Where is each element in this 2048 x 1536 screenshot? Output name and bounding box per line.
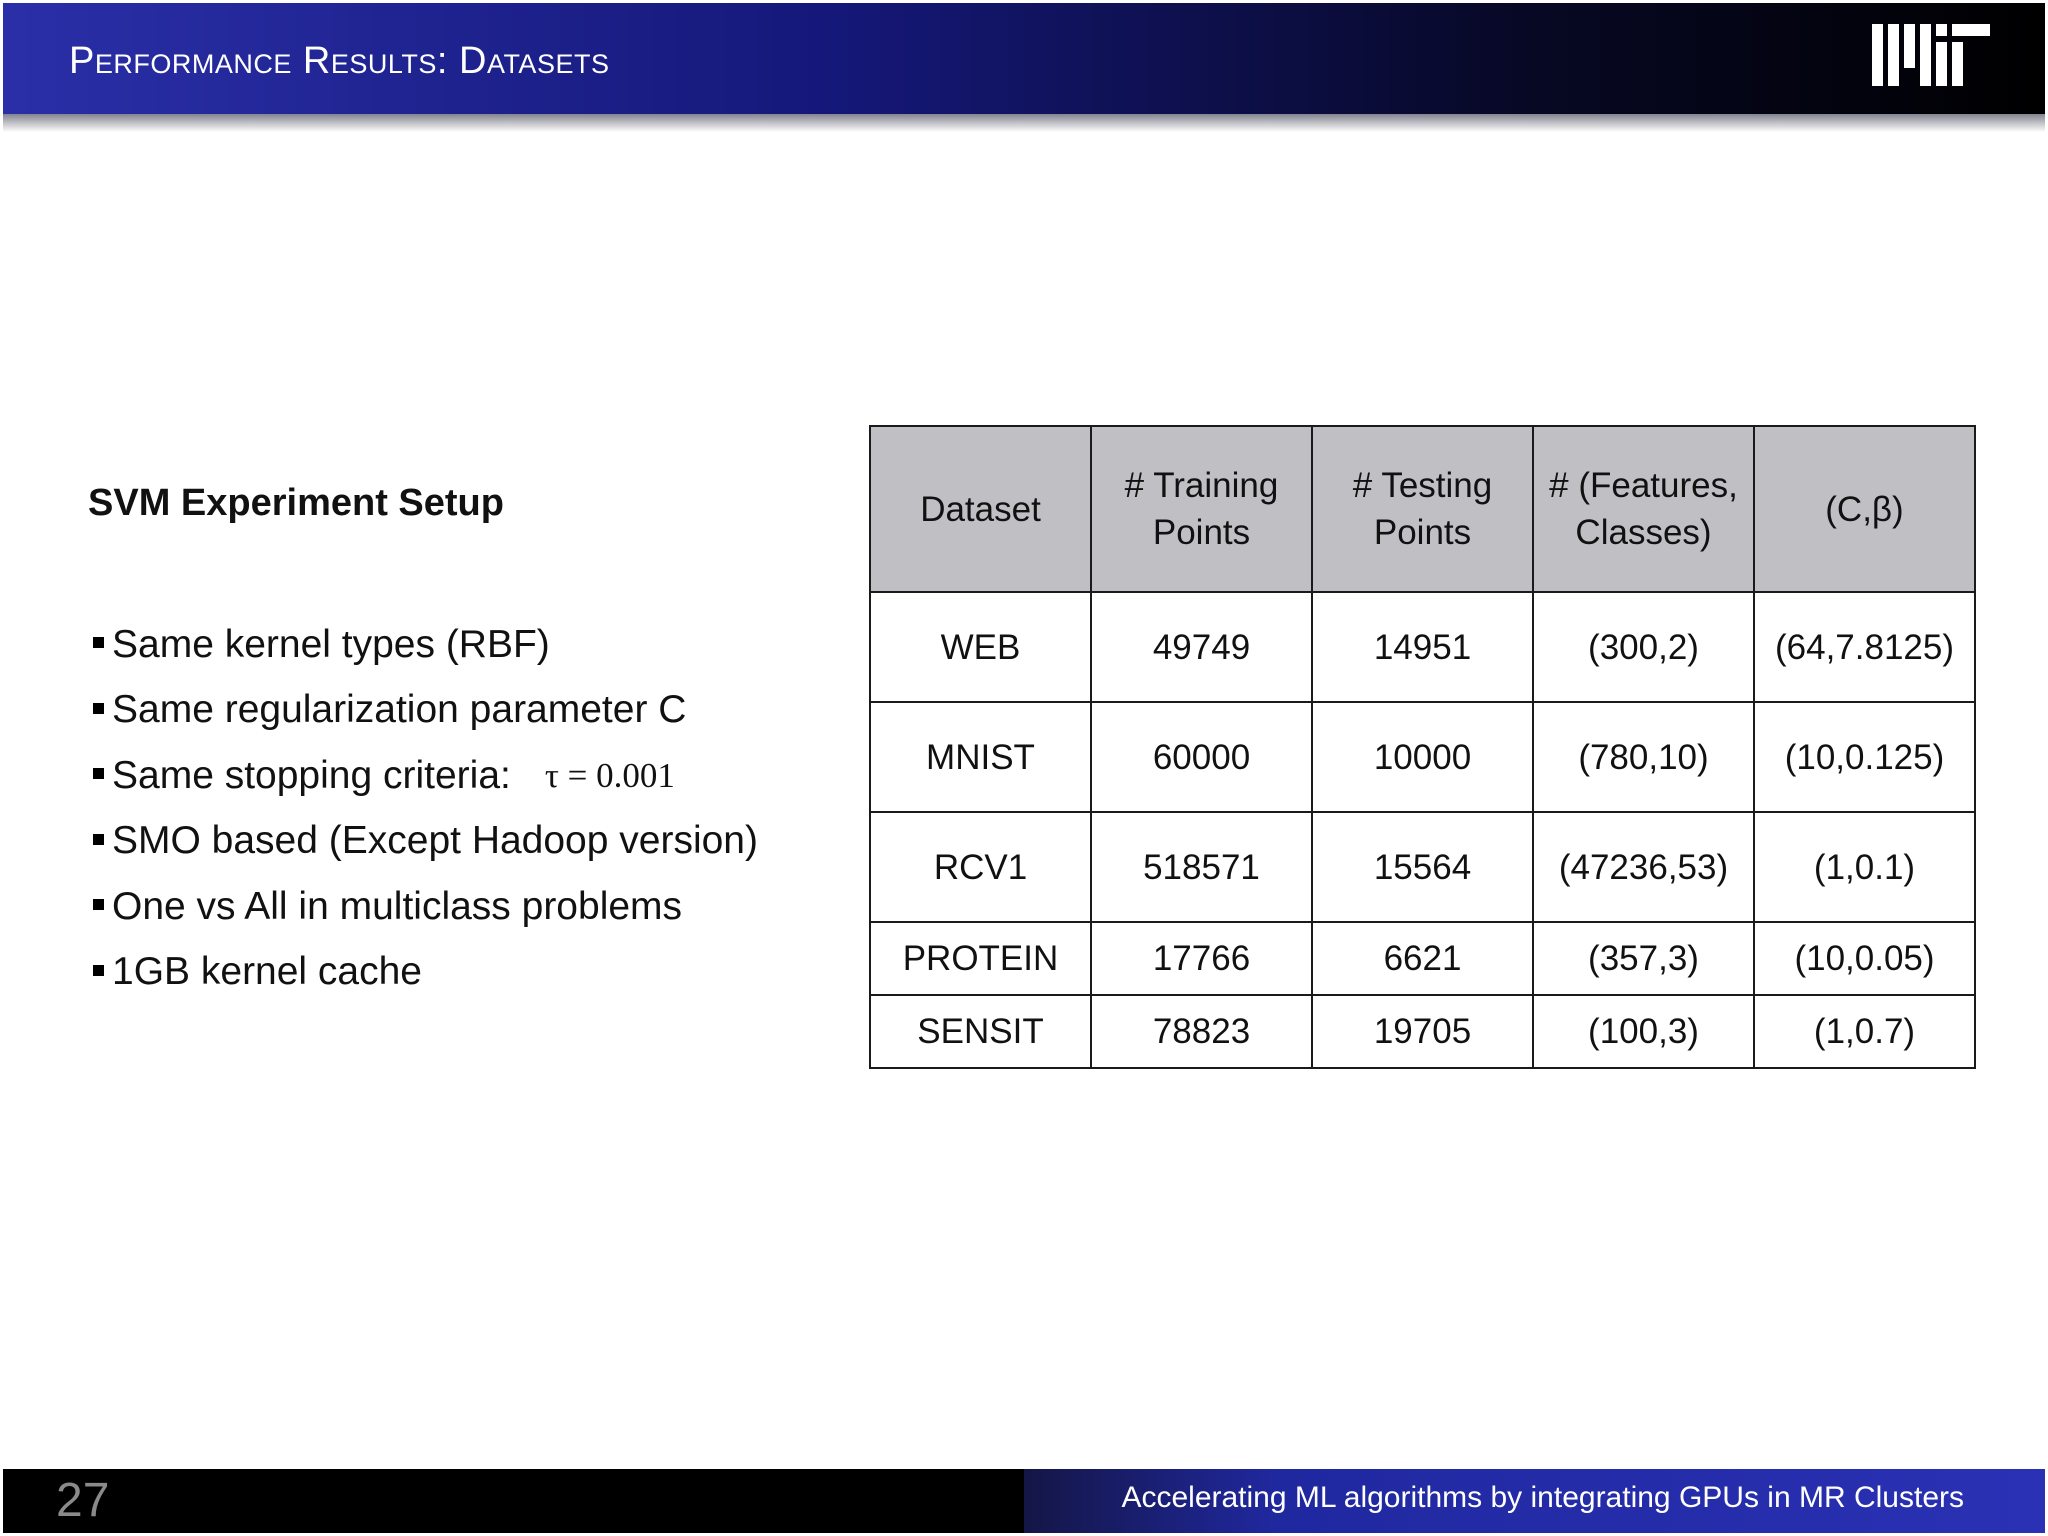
bullet-item	[88, 940, 758, 1006]
header-line: # (Features,	[1549, 466, 1738, 505]
slide-title: Performance Results: Datasets	[69, 40, 610, 82]
bullet-item	[88, 743, 758, 809]
bullet-text: Same kernel types (RBF)	[112, 622, 550, 666]
table-row	[870, 995, 1975, 1068]
table-cell: 78823	[1091, 995, 1312, 1068]
table-cell: 60000	[1091, 702, 1312, 812]
table-cell: 17766	[1091, 922, 1312, 995]
table-cell: (1,0.7)	[1754, 995, 1975, 1068]
table-cell: 6621	[1312, 922, 1533, 995]
title-bar-shadow	[3, 114, 2045, 132]
bullet-marker	[93, 965, 104, 976]
bullet-marker	[93, 637, 104, 648]
bullet-text: One vs All in multiclass problems	[112, 884, 683, 928]
table-cell: (1,0.1)	[1754, 812, 1975, 922]
page-number: 27	[56, 1474, 110, 1527]
bullet-item	[88, 678, 758, 744]
table-row	[870, 702, 1975, 812]
table-header-row	[870, 426, 1975, 592]
table-cell: (10,0.125)	[1754, 702, 1975, 812]
table-cell: (300,2)	[1533, 592, 1754, 702]
bullet-text: Same regularization parameter C	[112, 688, 687, 732]
bullet-text: Same stopping criteria:	[112, 753, 511, 797]
table-cell: MNIST	[870, 702, 1091, 812]
table-cell: 49749	[1091, 592, 1312, 702]
header-line: Points	[1152, 513, 1251, 552]
footer-caption: Accelerating ML algorithms by integrating GPUs in MR Clusters	[1121, 1481, 1964, 1514]
table-row	[870, 592, 1975, 702]
bullet-item	[88, 874, 758, 940]
header-cell	[1091, 426, 1312, 592]
table-cell: (10,0.05)	[1754, 922, 1975, 995]
table-cell: PROTEIN	[870, 922, 1091, 995]
table-cell: (780,10)	[1533, 702, 1754, 812]
header-cell	[870, 426, 1091, 592]
setup-bullet-list	[88, 612, 758, 1005]
bullet-item	[88, 612, 758, 678]
header-line: Points	[1373, 513, 1472, 552]
stopping-formula: τ = 0.001	[544, 755, 675, 795]
header-line: # Testing	[1352, 466, 1493, 505]
bullet-marker	[93, 899, 104, 910]
header-line: # Training	[1124, 466, 1279, 505]
bullet-marker	[93, 834, 104, 845]
datasets-table	[869, 425, 1976, 1069]
table-cell: WEB	[870, 592, 1091, 702]
header-line: (C,β)	[1825, 489, 1904, 529]
header-cell	[1533, 426, 1754, 592]
table-cell: (47236,53)	[1533, 812, 1754, 922]
header-line: Dataset	[920, 489, 1041, 529]
bullet-text: 1GB kernel cache	[112, 950, 423, 994]
setup-heading: SVM Experiment Setup	[88, 482, 504, 524]
table-cell: (64,7.8125)	[1754, 592, 1975, 702]
table-cell: (357,3)	[1533, 922, 1754, 995]
table-cell: 15564	[1312, 812, 1533, 922]
table-cell: SENSIT	[870, 995, 1091, 1068]
mit-logo	[1872, 24, 1990, 86]
header-cell	[1754, 426, 1975, 592]
table-row	[870, 922, 1975, 995]
header-line: Classes)	[1575, 513, 1712, 552]
table-cell: 14951	[1312, 592, 1533, 702]
bullet-marker	[93, 768, 104, 779]
table-cell: 10000	[1312, 702, 1533, 812]
table-cell: (100,3)	[1533, 995, 1754, 1068]
bullet-item	[88, 809, 758, 875]
table-row	[870, 812, 1975, 922]
bullet-marker	[93, 703, 104, 714]
table-cell: RCV1	[870, 812, 1091, 922]
table-cell: 19705	[1312, 995, 1533, 1068]
bullet-text: SMO based (Except Hadoop version)	[112, 819, 758, 863]
table-cell: 518571	[1091, 812, 1312, 922]
header-cell	[1312, 426, 1533, 592]
